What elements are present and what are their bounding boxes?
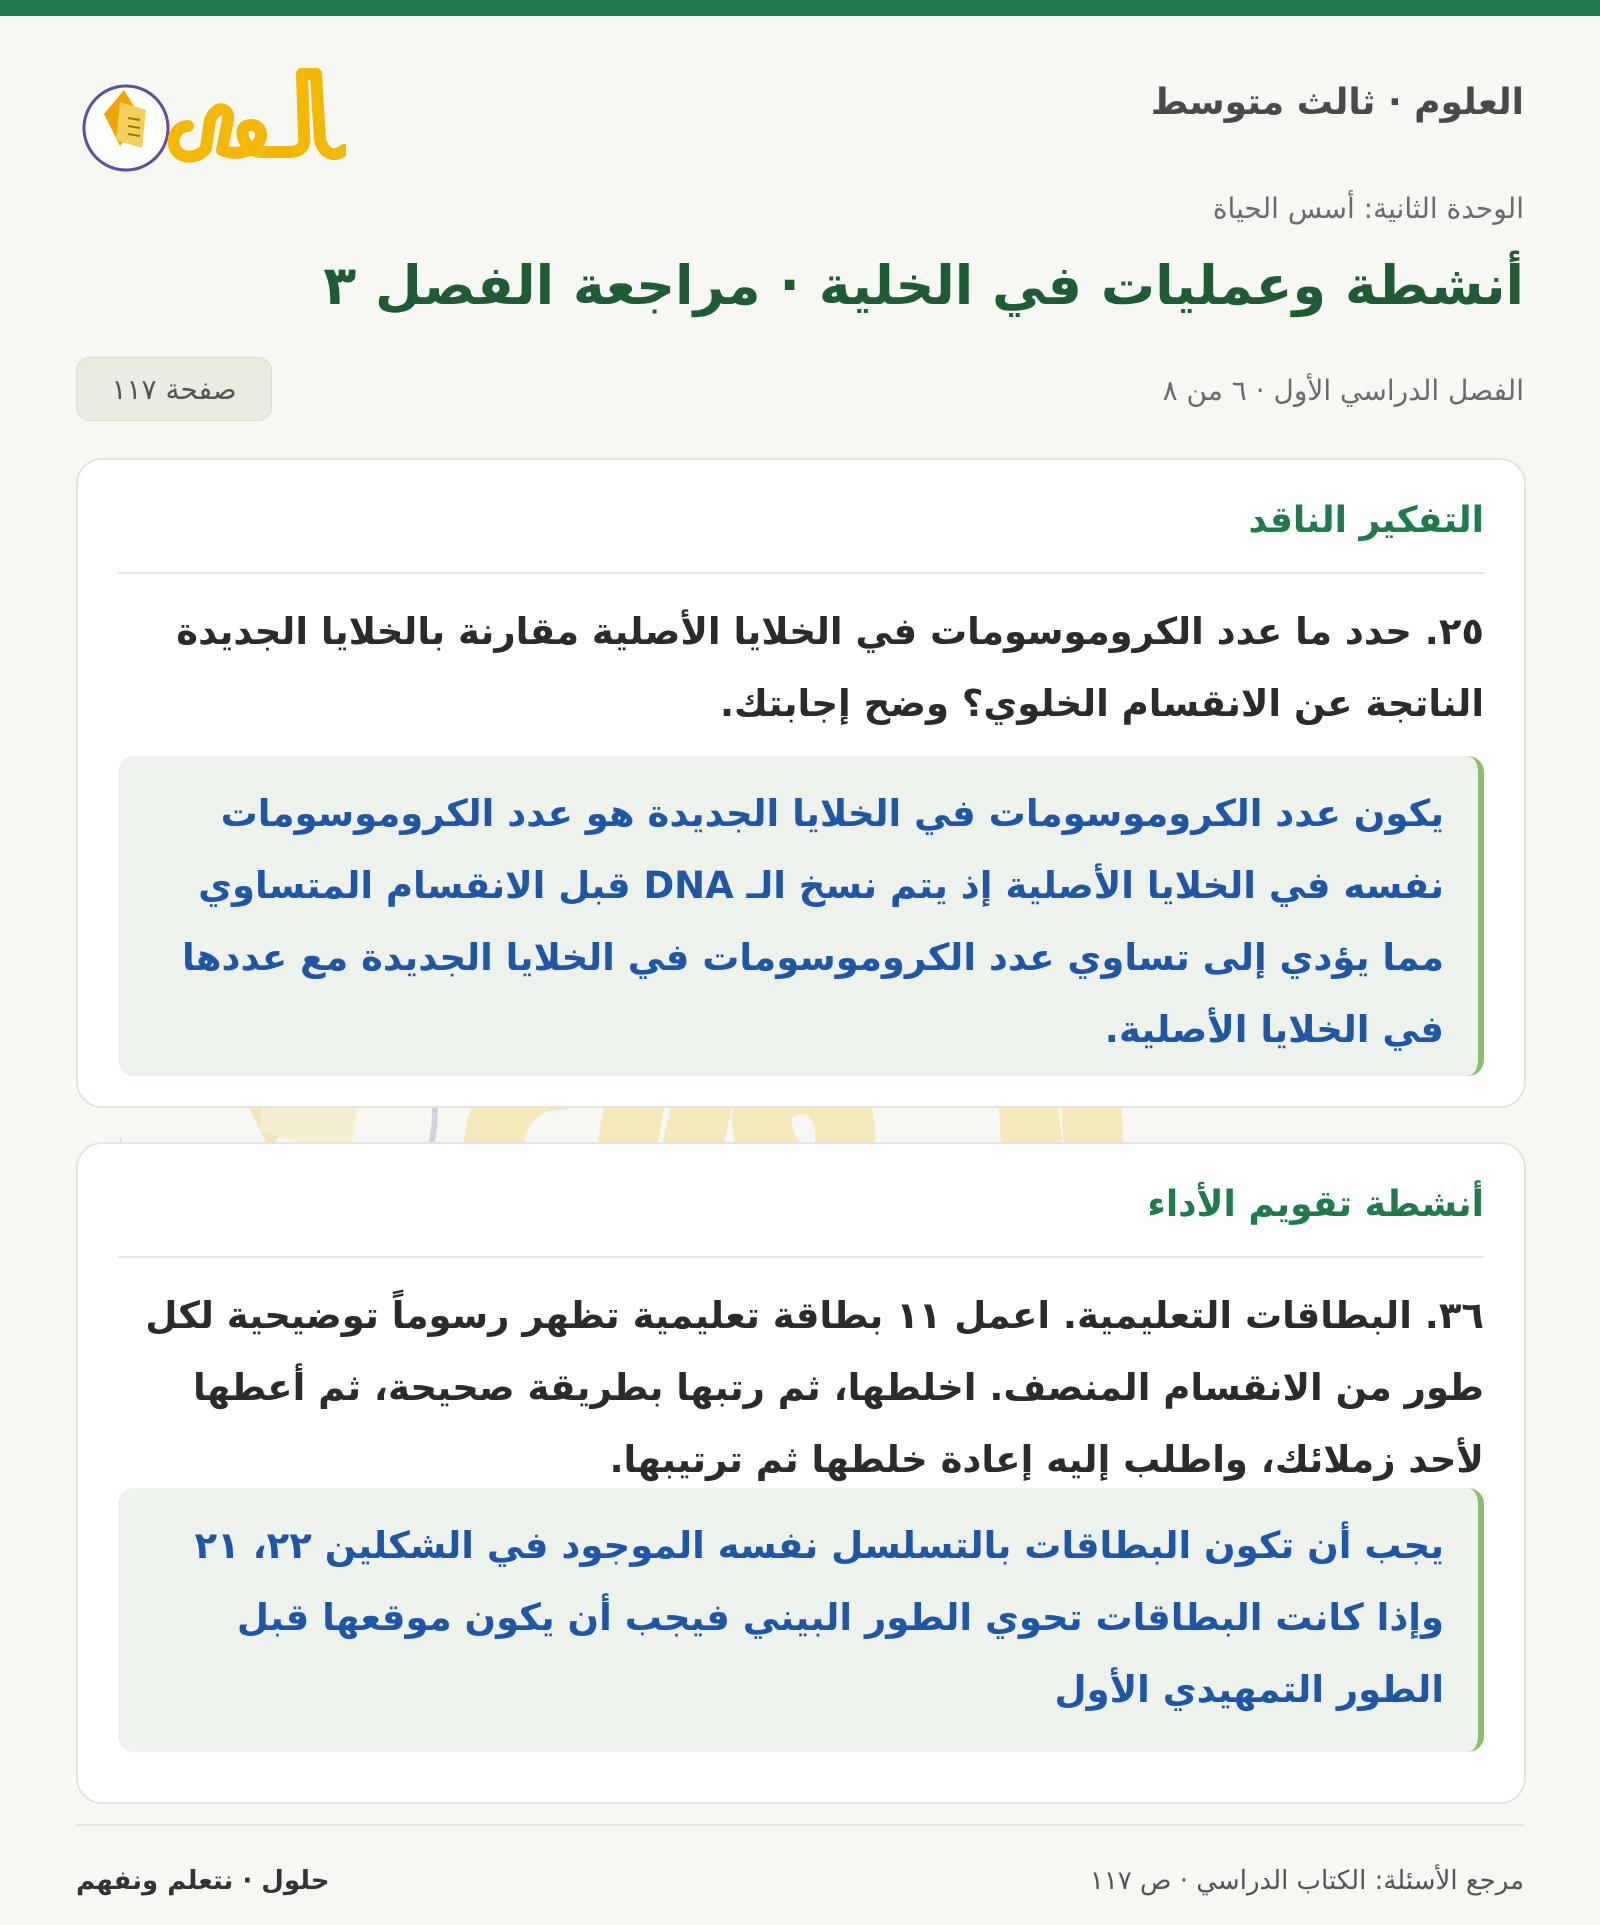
footer-divider (76, 1824, 1524, 1826)
question-text: ٣٦. البطاقات التعليمية. اعمل ١١ بطاقة تعليمية تظهر رسوماً توضيحية لكل طور من الانقسام المنصف. اخلطها، ثم رتبها بطريقة صحيحة، ثم أعطها لأحد زملائك، واطلب إليه إعادة خلطها ثم ترتيبها. (145, 1294, 1484, 1481)
footer-brand: حلول · نتعلم ونفهم (76, 1866, 330, 1896)
section-divider (118, 1256, 1484, 1258)
unit-label: الوحدة الثانية: أسس الحياة (1212, 192, 1524, 225)
semester-meta: الفصل الدراسي الأول · ٦ من ٨ (1162, 374, 1524, 407)
answer-box: يجب أن تكون البطاقات بالتسلسل نفسه الموجود في الشكلين ٢٢، ٢١ وإذا كانت البطاقات تحوي الطور البيني فيجب أن يكون موقعها قبل الطور التمهيدي الأول (118, 1488, 1484, 1752)
section-title: أنشطة تقويم الأداء (1147, 1184, 1484, 1225)
footer-reference: مرجع الأسئلة: الكتاب الدراسي · ص ١١٧ (1089, 1866, 1524, 1896)
subject-title: العلوم · ثالث متوسط (1150, 82, 1524, 123)
top-accent-bar (0, 0, 1600, 16)
page-number-badge: صفحة ١١٧ (76, 357, 272, 421)
page (76, 16, 1524, 1896)
hulul-logo[interactable] (76, 54, 346, 174)
page-title: أنشطة وعمليات في الخلية · مراجعة الفصل ٣ (323, 254, 1524, 317)
section-title: التفكير الناقد (1248, 500, 1484, 541)
section-card-critical-thinking (76, 458, 1526, 1108)
question-text: ٢٥. حدد ما عدد الكروموسومات في الخلايا الأصلية مقارنة بالخلايا الجديدة الناتجة عن الانقسام الخلوي؟ وضح إجابتك. (176, 610, 1484, 725)
answer-box: يكون عدد الكروموسومات في الخلايا الجديدة هو عدد الكروموسومات نفسه في الخلايا الأصلية إذ يتم نسخ الـ DNA قبل الانقسام المتساوي مما يؤدي إلى تساوي عدد الكروموسومات في الخلايا الجديدة مع عددها في الخلايا الأصلية. (118, 756, 1484, 1076)
section-divider (118, 572, 1484, 574)
section-card-performance-assessment (76, 1142, 1526, 1804)
header (76, 16, 1524, 186)
